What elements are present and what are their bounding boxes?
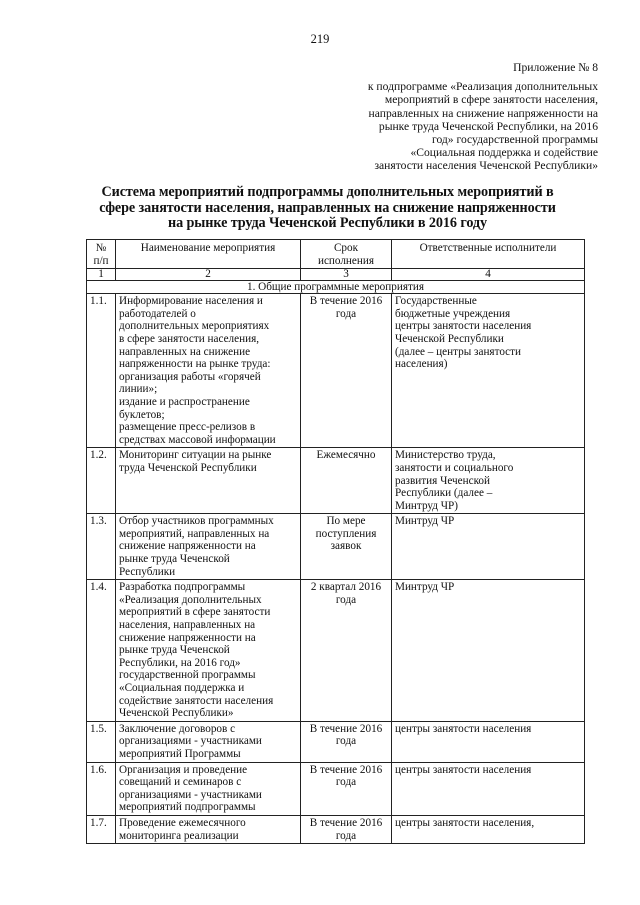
table-row <box>87 514 585 580</box>
header-num <box>87 240 116 269</box>
measure-executors-line: населения) <box>395 358 448 371</box>
measure-name-line: издание и распространение <box>119 395 250 408</box>
table-row <box>87 580 585 722</box>
measure-executors <box>392 294 585 448</box>
measure-name-line: буклетов; <box>119 408 165 421</box>
measure-term-line: В течение 2016 <box>309 763 383 776</box>
column-number: 2 <box>116 269 301 281</box>
measure-executors-line: центры занятости населения <box>395 763 532 776</box>
measure-term <box>301 762 392 815</box>
measure-name-line: организация работы «горячей <box>119 370 261 383</box>
row-number: 1.1. <box>87 294 116 448</box>
measure-term <box>301 721 392 762</box>
title-line: сфере занятости населения, направленных на снижение напряженности <box>99 199 556 216</box>
measure-executors <box>392 815 585 843</box>
measure-term <box>301 815 392 843</box>
measure-name-line: Республики <box>119 565 176 578</box>
table-row <box>87 762 585 815</box>
measure-name-line: Мониторинг ситуации на рынке <box>119 449 272 462</box>
measure-executors-line: Республики (далее – <box>395 487 493 500</box>
measure-name-line: организациями - участниками <box>119 788 262 801</box>
row-number: 1.6. <box>87 762 116 815</box>
measure-name-line: Республики, на 2016 год» <box>119 656 241 669</box>
measure-name-line: Разработка подпрограммы <box>119 581 246 594</box>
row-number: 1.4. <box>87 580 116 722</box>
measure-name-line: Чеченской Республики» <box>119 707 234 720</box>
measure-name-line: Организация и проведение <box>119 763 248 776</box>
measure-executors-line: центры занятости населения <box>395 722 532 735</box>
measure-name-line: рынке труда Чеченской <box>119 553 230 566</box>
measure-name-line: труда Чеченской Республики <box>119 461 257 474</box>
measure-executors <box>392 762 585 815</box>
measure-term-line: года <box>335 776 357 789</box>
measure-name-line: мероприятий Программы <box>119 747 241 760</box>
measure-name-line: мероприятий подпрограммы <box>119 801 256 814</box>
measure-executors-line: Минтруд ЧР) <box>395 499 458 512</box>
measure-name-line: снижение напряженности на <box>119 540 256 553</box>
header-term <box>301 240 392 269</box>
measure-name-line: размещение пресс-релизов в <box>119 421 256 434</box>
measure-name-line: рынке труда Чеченской <box>119 644 230 657</box>
page-number: 219 <box>310 32 330 46</box>
row-number: 1.5. <box>87 721 116 762</box>
measure-name-line: линии»; <box>119 383 158 396</box>
measure-name-line: напряженности на рынке труда: <box>119 358 271 371</box>
measure-name <box>116 580 301 722</box>
measure-term <box>301 448 392 514</box>
document-title <box>75 185 580 232</box>
header-exec: Ответственные исполнители <box>392 240 585 269</box>
measure-term-line: поступления <box>315 527 377 540</box>
measure-executors-line: занятости и социального <box>395 461 514 474</box>
measure-name-line: дополнительных мероприятиях <box>119 320 270 333</box>
measure-executors-line: центры занятости населения <box>395 320 532 333</box>
header-name: Наименование мероприятия <box>116 240 301 269</box>
measure-executors-line: Министерство труда, <box>395 449 496 462</box>
measure-name-line: содействие занятости населения <box>119 694 274 707</box>
measure-term-line: года <box>335 735 357 748</box>
measure-term-line: заявок <box>330 540 362 553</box>
header-row <box>87 240 585 269</box>
row-number: 1.2. <box>87 448 116 514</box>
column-number-row <box>87 269 585 281</box>
measure-name-line: мониторинга реализации <box>119 829 239 842</box>
measure-executors <box>392 580 585 722</box>
measure-term-line: года <box>335 307 357 320</box>
measure-term-line: Ежемесячно <box>316 449 376 462</box>
measure-term-line: В течение 2016 <box>309 295 383 308</box>
measure-executors-line: Государственные <box>395 295 477 308</box>
appendix-line: мероприятий в сфере занятости населения, <box>384 93 598 107</box>
measure-term-line: 2 квартал 2016 <box>310 581 382 594</box>
appendix-title: Приложение № 8 <box>513 61 598 74</box>
measure-name-line: в сфере занятости населения, <box>119 332 260 345</box>
measure-name-line: мероприятий в сфере занятости <box>119 606 271 619</box>
measure-executors <box>392 721 585 762</box>
measure-name-line: населения, направленных на <box>119 619 256 632</box>
measure-name <box>116 448 301 514</box>
measure-term-line: По мере <box>326 515 366 528</box>
measure-term-line: года <box>335 593 357 606</box>
measure-name <box>116 294 301 448</box>
measure-term <box>301 580 392 722</box>
measure-name-line: организациями - участниками <box>119 735 262 748</box>
measure-term-line: В течение 2016 <box>309 816 383 829</box>
measure-name-line: «Социальная поддержка и <box>119 682 245 694</box>
measure-executors-line: развития Чеченской <box>395 474 491 487</box>
table-row <box>87 815 585 843</box>
measure-name-line: мероприятий, направленных на <box>119 527 270 540</box>
appendix-line: «Социальная поддержка и содействие <box>410 146 598 160</box>
header-num-line: № <box>95 242 107 254</box>
measure-executors-line: центры занятости населения, <box>395 816 535 829</box>
row-number: 1.3. <box>87 514 116 580</box>
title-line: Система мероприятий подпрограммы дополнительных мероприятий в <box>101 184 554 200</box>
header-term-line: Срок <box>333 242 359 254</box>
measure-name-line: «Реализация дополнительных <box>119 593 262 606</box>
section-row <box>87 281 585 294</box>
column-number: 3 <box>301 269 392 281</box>
measure-executors <box>392 514 585 580</box>
measure-name <box>116 514 301 580</box>
measure-executors-line: бюджетные учреждения <box>395 307 511 320</box>
measure-name-line: работодателей о <box>119 307 196 320</box>
measure-name-line: направленных на снижение <box>119 345 251 358</box>
measure-term-line: В течение 2016 <box>309 722 383 735</box>
table-row <box>87 448 585 514</box>
appendix-line: год» государственной программы <box>431 133 598 147</box>
measure-name-line: Информирование населения и <box>119 295 263 308</box>
appendix-line: к подпрограмме «Реализация дополнительных <box>367 80 598 94</box>
measure-name-line: государственной программы <box>119 669 256 682</box>
measure-name-line: Отбор участников программных <box>119 515 274 528</box>
appendix-block <box>298 61 598 173</box>
measure-name-line: снижение напряженности на <box>119 631 256 644</box>
measure-executors-line: Минтруд ЧР <box>395 581 455 594</box>
measure-term-line: года <box>335 829 357 842</box>
table-row <box>87 721 585 762</box>
section-title: 1. Общие программные мероприятия <box>87 281 585 294</box>
measure-name-line: Заключение договоров с <box>119 722 236 735</box>
measure-name <box>116 762 301 815</box>
measure-term <box>301 514 392 580</box>
measure-term <box>301 294 392 448</box>
title-line: на рынке труда Чеченской Республики в 2016 году <box>168 215 487 231</box>
measure-name <box>116 721 301 762</box>
measure-executors-line: (далее – центры занятости <box>395 345 522 358</box>
measure-executors <box>392 448 585 514</box>
appendix-line: направленных на снижение напряженности на <box>368 106 598 120</box>
measure-name-line: Проведение ежемесячного <box>119 816 246 829</box>
measure-name-line: средствах массовой информации <box>119 433 276 446</box>
appendix-line: рынке труда Чеченской Республики, на 2016 <box>378 119 598 133</box>
measure-executors-line: Чеченской Республики <box>395 332 504 345</box>
appendix-line: занятости населения Чеченской Республики» <box>374 159 598 173</box>
measures-table <box>86 239 585 844</box>
row-number: 1.7. <box>87 815 116 843</box>
header-num-line: п/п <box>93 254 109 267</box>
measure-name <box>116 815 301 843</box>
column-number: 1 <box>87 269 116 281</box>
measure-executors-line: Минтруд ЧР <box>395 515 455 528</box>
header-term-line: исполнения <box>317 254 375 267</box>
column-number: 4 <box>392 269 585 281</box>
measure-name-line: совещаний и семинаров с <box>119 776 242 789</box>
table-row <box>87 294 585 448</box>
